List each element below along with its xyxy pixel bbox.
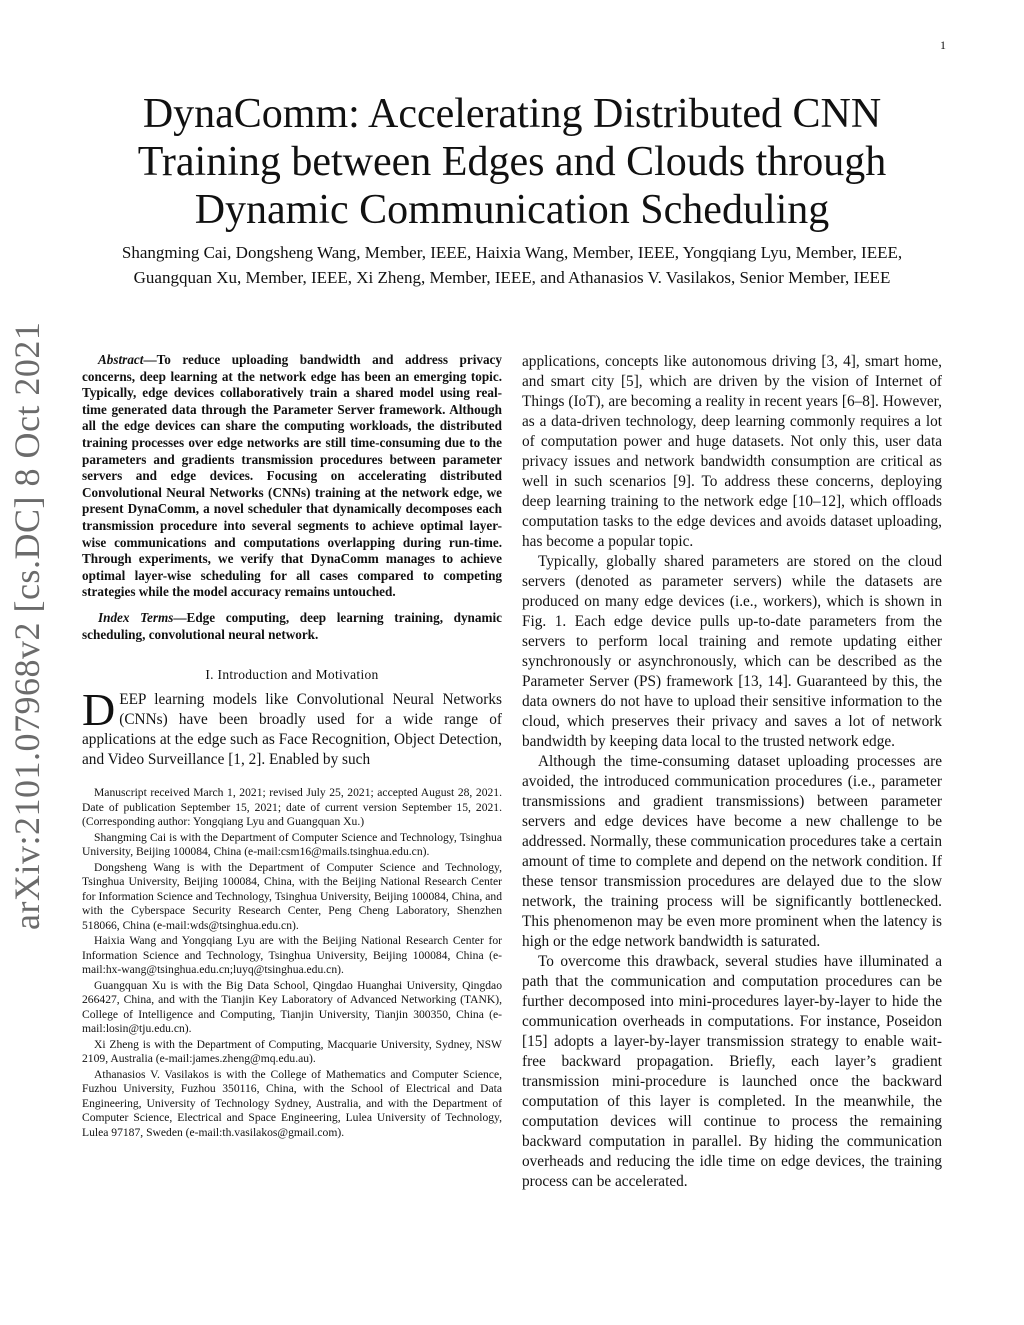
right-column: [522, 352, 942, 1192]
footnote: Shangming Cai is with the Department of Computer Science and Technology, Tsinghua University, Beijing 100084, China (e-mail:csm16@mails.tsinghua.edu.cn).: [82, 830, 502, 859]
paper-title: [70, 90, 954, 234]
title-line: Training between Edges and Clouds through: [137, 139, 887, 185]
body-paragraph: Although the time-consuming dataset uploading processes are avoided, the introduced communication procedures (i.e., parameter transmissions and gradient transmissions) between parameter servers and edge devices have become a new challenge to be addressed. Normally, these communication procedures take a certain amount of time to complete and depend on the network condition. If these tensor transmission procedures are delayed due to the slow network, the training process will be significantly bottlenecked. This phenomenon may be even more prominent when the latency is high or the edge network bandwidth is saturated.: [522, 753, 942, 950]
index-terms: [82, 610, 502, 643]
page-number: 1: [940, 38, 946, 52]
title-line: Dynamic Communication Scheduling: [194, 187, 830, 233]
abstract: [82, 352, 502, 601]
body-paragraph: To overcome this drawback, several studies have illuminated a path that the communication and computation procedures can be further decomposed into mini-procedures layer-by-layer to hide the communication overheads in computations. For instance, Poseidon [15] adopts a layer-by-layer transmission strategy to enable wait-free backward propagation. Briefly, each layer’s gradient transmission mini-procedure is launched once the backward computation of this layer is completed. In the meanwhile, the computation devices will continue to process the remaining backward computation in parallel. By hiding the communication overheads and reducing the idle time on edge devices, the training process can be accelerated.: [522, 953, 942, 1190]
footnote: Manuscript received March 1, 2021; revised July 25, 2021; accepted August 28, 2021. Date of publication September 15, 2021; date of current version September 15, 2021. (Corresponding author: Yongqiang Lyu and Guangquan Xu.): [82, 786, 502, 829]
intro-text: learning models like Convolutional Neural Networks (CNNs) have been broadly used for a wide range of applications at the edge such as Face Recognition, Object Detection, and Video Surveillance [1, 2]. Enabled by such: [82, 691, 502, 769]
arxiv-identifier-stamp: arXiv:2101.07968v2 [cs.DC] 8 Oct 2021: [7, 321, 47, 930]
author-list: [60, 240, 964, 290]
section-heading: I. Introduction and Motivation: [205, 667, 379, 683]
intro-lead-word: EEP: [119, 691, 146, 709]
abstract-text: —To reduce uploading bandwidth and address privacy concerns, deep learning at the network edge has been an emerging topic. Typically, edge devices collaboratively train a shared model using real-time generated data through the Parameter Server framework. Although all the edge devices can share the computing workloads, the distributed training processes over edge networks are still time-consuming due to the parameters and gradients transmission procedures between parameter servers and edge devices. Focusing on accelerating distributed Convolutional Neural Networks (CNNs) training at the network edge, we present DynaComm, a novel scheduler that dynamically decomposes each transmission procedure into several segments to achieve optimal layer-wise communications and computations overlapping during run-time. Through experiments, we verify that DynaComm manages to achieve optimal layer-wise scheduling for all cases compared to competing strategies while the model accuracy remains untouched.: [82, 352, 502, 600]
body-paragraph: applications, concepts like autonomous driving [3, 4], smart home, and smart city [5], which are driven by the vision of Internet of Things (IoT), are becoming a reality in recent years [6–8]. However, as a data-driven technology, deep learning commonly requires a lot of computation power and huge datasets. Not only this, user data privacy issues and network bandwidth consumption are critical as well in such scenarios [9]. To address these concerns, deploying deep learning training to the network edge [10–12], which offloads computation tasks to the edge devices and avoids dataset uploading, has become a popular topic.: [522, 353, 942, 550]
title-line: DynaComm: Accelerating Distributed CNN: [142, 91, 882, 137]
index-terms-label: Index Terms: [98, 609, 174, 625]
abstract-label: Abstract: [98, 352, 144, 367]
author-line: Shangming Cai, Dongsheng Wang, Member, IEEE, Haixia Wang, Member, IEEE, Yongqiang Lyu, Member, IEEE,: [121, 243, 903, 262]
footnote: Haixia Wang and Yongqiang Lyu are with the Beijing National Research Center for Information Science and Technology, Tsinghua University, Beijing 100084, China (e-mail:hx-wang@tsinghua.edu.cn;luyq@tsinghua.edu.cn).: [82, 934, 502, 977]
left-column: [82, 352, 502, 1141]
author-line: Guangquan Xu, Member, IEEE, Xi Zheng, Member, IEEE, and Athanasios V. Vasilakos, Senior Member, IEEE: [133, 268, 891, 287]
footnotes: [82, 786, 502, 1140]
intro-paragraph: [82, 684, 502, 770]
footnote: Xi Zheng is with the Department of Computing, Macquarie University, Sydney, NSW 2109, Australia (e-mail:james.zheng@mq.edu.au).: [82, 1037, 502, 1066]
index-terms-text: —Edge computing, deep learning training, dynamic scheduling, convolutional neural network.: [82, 609, 502, 642]
drop-cap: D: [82, 684, 116, 736]
footnote: Athanasios V. Vasilakos is with the College of Mathematics and Computer Science, Fuzhou University, Fuzhou 350116, China, with the School of Electrical and Data Engineering, University of Technology Sydney, Australia, and with the Department of Computer Science, Electrical and Space Engineering, Lulea University of Technology, Lulea 97187, Sweden (e-mail:th.vasilakos@gmail.com).: [82, 1067, 502, 1139]
footnote: Guangquan Xu is with the Big Data School, Qingdao Huanghai University, Qingdao 266427, China, and with the Tianjin Key Laboratory of Advanced Networking (TANK), College of Intelligence and Computing, Tianjin University, Tianjin 300350, China (e-mail:losin@tju.edu.cn).: [82, 978, 502, 1036]
body-paragraph: Typically, globally shared parameters are stored on the cloud servers (denoted as parameter servers) while the datasets are produced on many edge devices (i.e., workers), which is shown in Fig. 1. Each edge device pulls up-to-date parameters from the servers to perform local training and remote updating either synchronously or asynchronously, which can be described as the Parameter Server (PS) framework [13, 14]. Guaranteed by this, the data owners do not have to upload their sensitive information to the cloud, which preserves their privacy and saves a lot of network bandwidth by keeping data local to the trusted network edge.: [522, 553, 942, 750]
footnote: Dongsheng Wang is with the Department of Computer Science and Technology, Tsinghua University, Beijing 100084, China, with the Beijing National Research Center for Information Science and Technology, Tsinghua University, Beijing 100084, China, and with the Cyberspace Security Research Center, Peng Cheng Laboratory, Shenzhen 518066, China (e-mail:wds@tsinghua.edu.cn).: [82, 860, 502, 932]
